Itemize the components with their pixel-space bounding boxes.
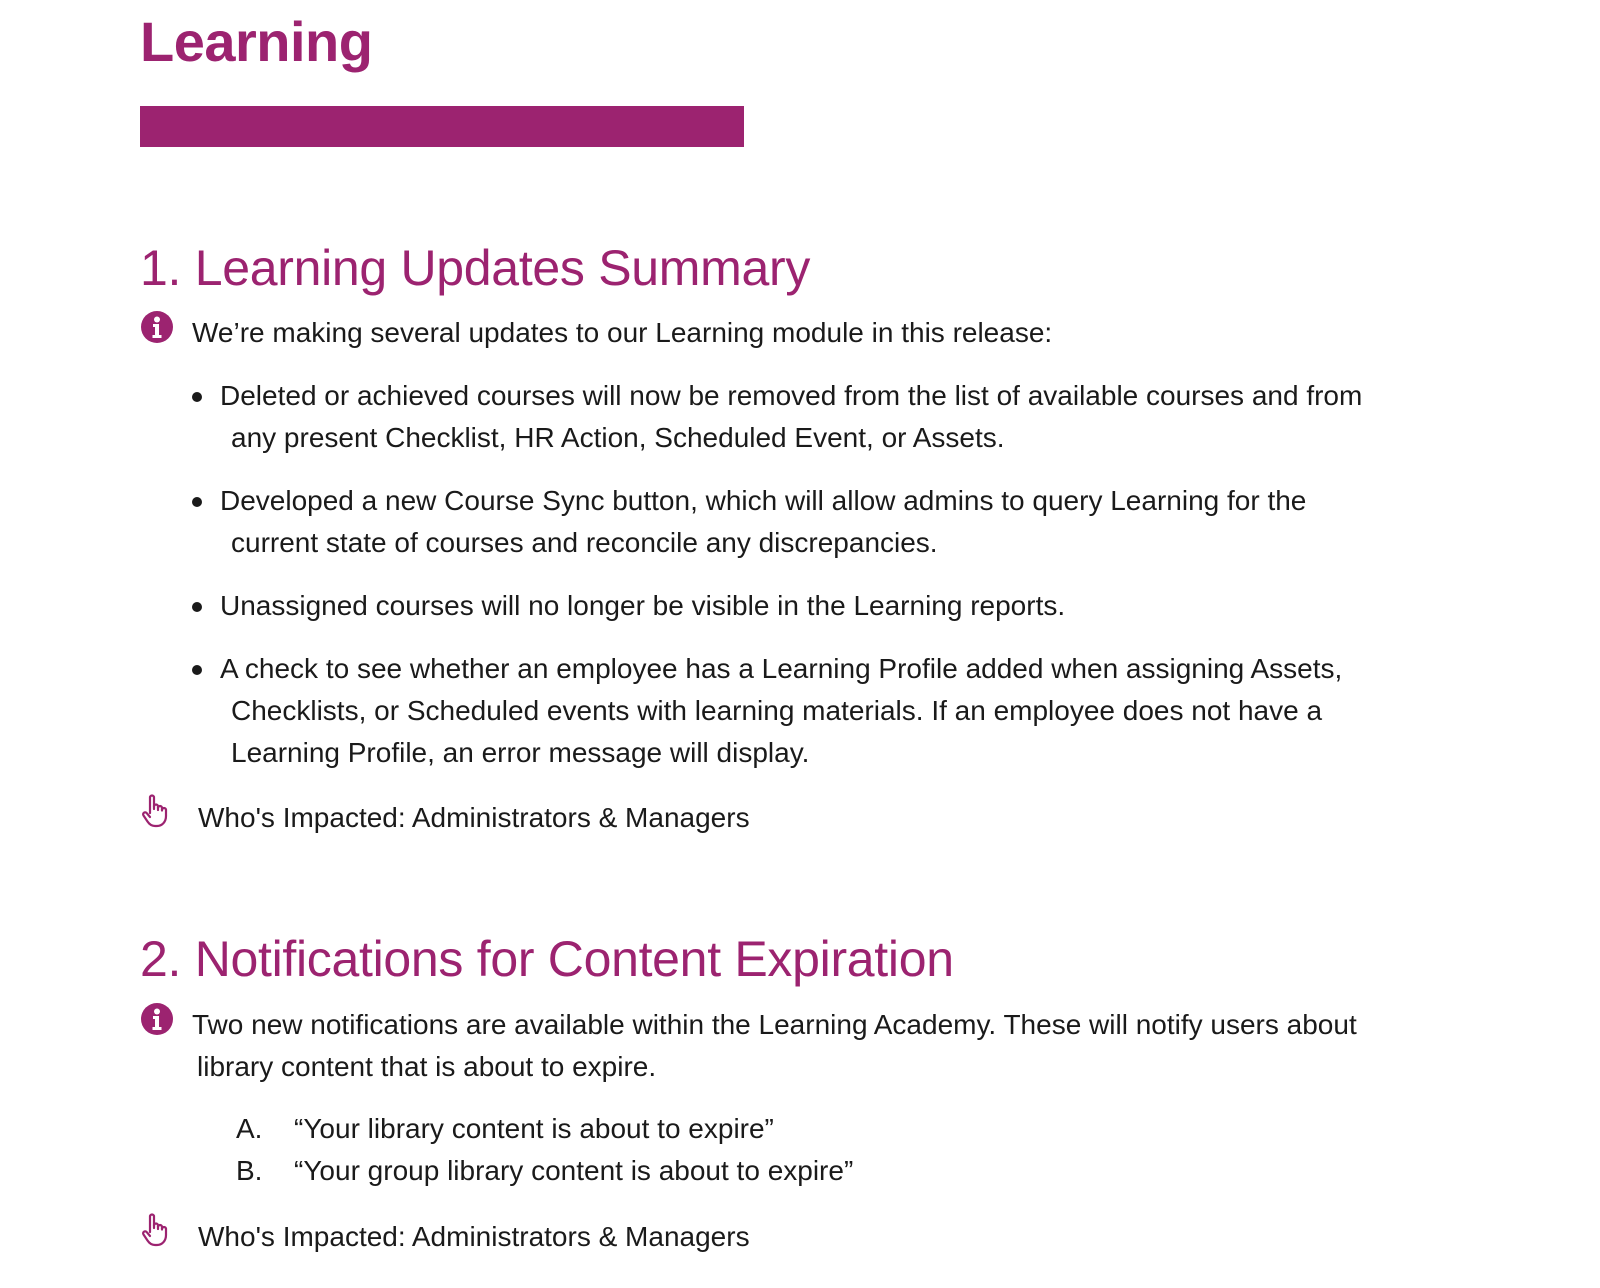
list-item-line: Deleted or achieved courses will now be removed from the list of available courses and from: [220, 380, 1363, 411]
info-circle-icon: [140, 310, 174, 344]
list-item-line: Unassigned courses will no longer be visible in the Learning reports.: [220, 590, 1066, 621]
list-item-text: “Your library content is about to expire”: [294, 1113, 774, 1144]
impacted-text: Who's Impacted: Administrators & Managers: [198, 1221, 750, 1252]
bullet-dot: [192, 392, 202, 402]
list-item-line: current state of courses and reconcile any discrepancies.: [231, 527, 938, 558]
bullet-dot: [192, 602, 202, 612]
info-circle-icon: [140, 1002, 174, 1036]
section-heading: 2. Notifications for Content Expiration: [140, 931, 954, 987]
pointing-hand-icon: [140, 793, 172, 829]
bullet-dot: [192, 665, 202, 675]
intro-text: We’re making several updates to our Learning module in this release:: [192, 317, 1053, 348]
title-underline-bar: [140, 106, 744, 147]
list-item-text: “Your group library content is about to expire”: [294, 1155, 854, 1186]
intro-text: library content that is about to expire.: [197, 1051, 657, 1082]
impacted-text: Who's Impacted: Administrators & Managers: [198, 802, 750, 833]
pointing-hand-icon: [140, 1212, 172, 1248]
list-marker: A.: [236, 1113, 263, 1144]
list-item-line: A check to see whether an employee has a Learning Profile added when assigning Assets,: [220, 653, 1343, 684]
list-item-line: Checklists, or Scheduled events with learning materials. If an employee does not have a: [231, 695, 1323, 726]
intro-text: Two new notifications are available within the Learning Academy. These will notify users about: [192, 1009, 1357, 1040]
list-item-line: Learning Profile, an error message will display.: [231, 737, 810, 768]
list-marker: B.: [236, 1155, 263, 1186]
list-item-line: any present Checklist, HR Action, Scheduled Event, or Assets.: [231, 422, 1005, 453]
page-title: Learning: [140, 10, 373, 73]
bullet-dot: [192, 497, 202, 507]
section-heading: 1. Learning Updates Summary: [140, 240, 811, 296]
list-item-line: Developed a new Course Sync button, which will allow admins to query Learning for the: [220, 485, 1307, 516]
